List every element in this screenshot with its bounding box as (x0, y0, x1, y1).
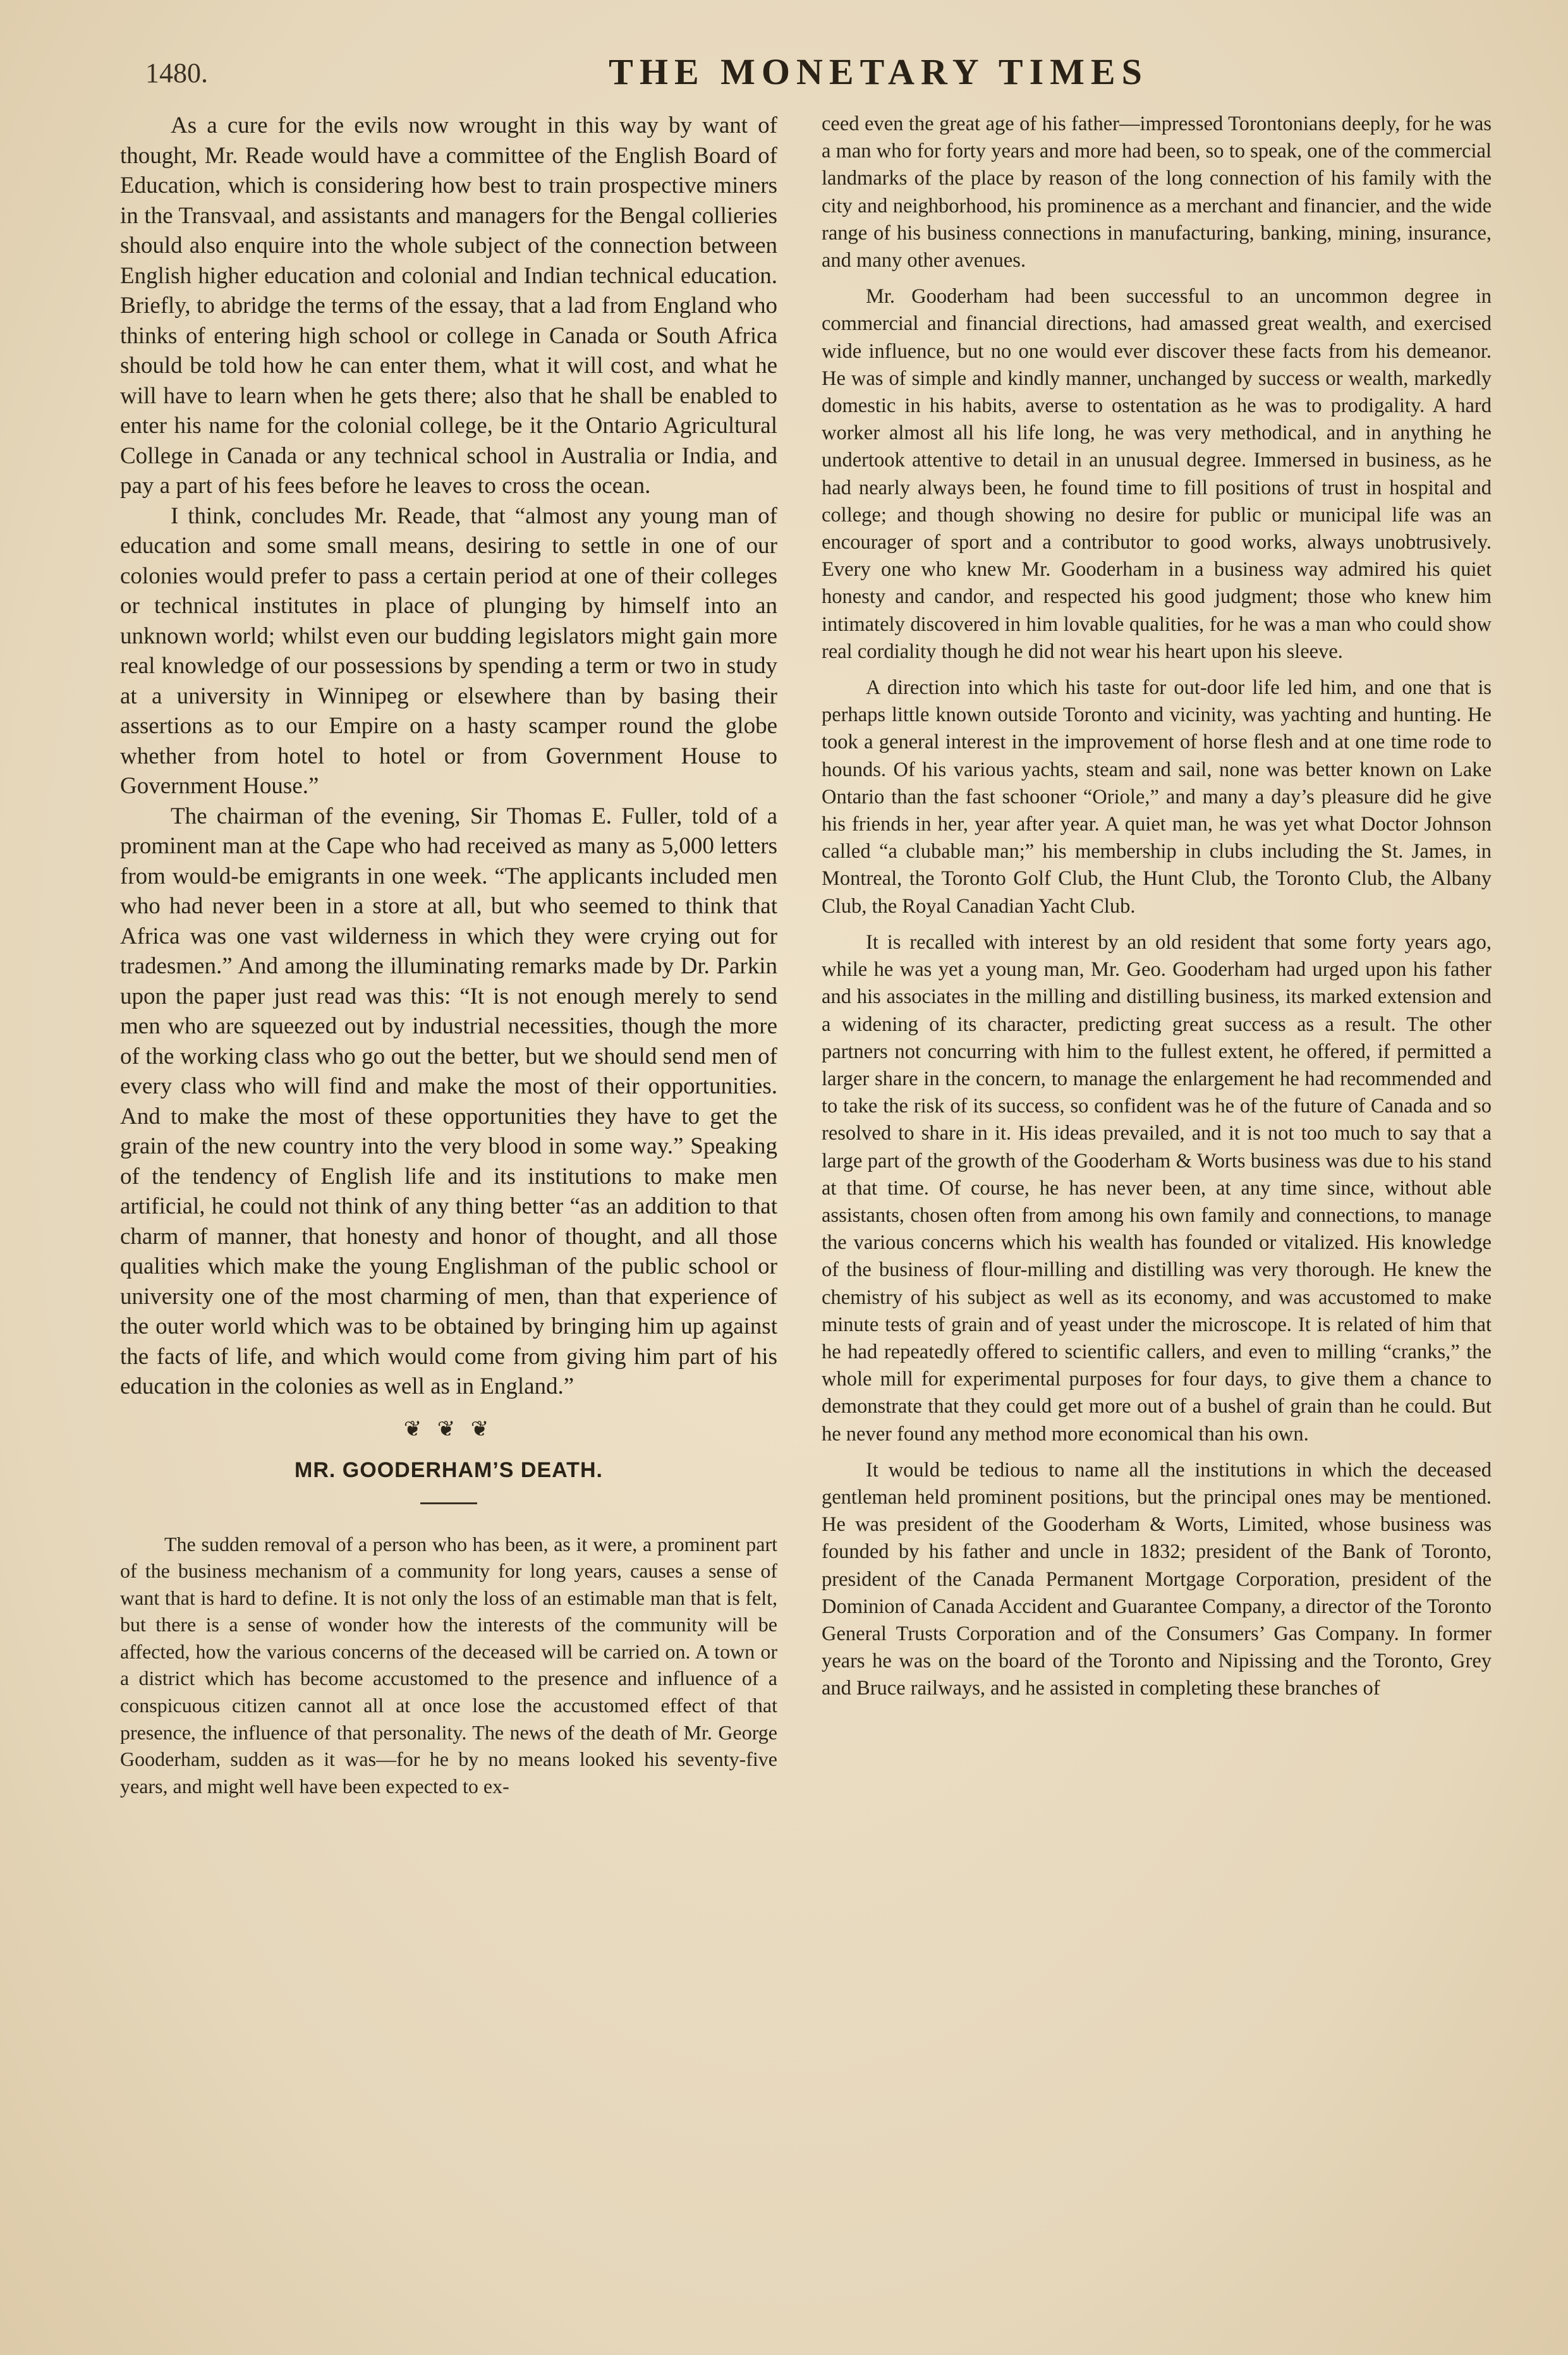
page-number: 1480. (145, 58, 208, 88)
paragraph: It is recalled with interest by an old resident that some forty years ago, while he was yet a young man, Mr. Geo. Gooderham had urged upon his father and his associates in the milling and distilling business, its marked extension and a widening of its character, predicting great success as a result. The other partners not concurring with him to the fullest extent, he offered, if permitted a larger share in the concern, to manage the enlargement he had recommended and to take the risk of its success, so confident was he of the future of Canada and so resolved to share in it. His ideas prevailed, and it is not too much to say that a large part of the growth of the Gooderham & Worts business was due to his stand at that time. Of course, he has never been, at any time since, without able assistants, chosen often from among his own family and connections, to manage the various concerns which his wealth has founded or vitalized. His knowledge of the business of flour-milling and distilling was very thorough. He knew the chemistry of his subject as well as its economy, and was accustomed to make minute tests of grain and of yeast under the microscope. It is related of him that he had repeatedly offered to scientific callers, and even to milling “cranks,” the whole mill for experimental purposes for four days, to give them a chance to demonstrate that they could get more out of a bushel of grain than he could. But he never found any method more economical than his own. (822, 930, 1492, 1445)
title-rule (420, 1502, 477, 1504)
right-column (822, 111, 1492, 1712)
paragraph: As a cure for the evils now wrought in this way by want of thought, Mr. Reade would have a committee of the English Board of Education, which is considering how best to train prospective miners in the Transvaal, and assistants and managers for the Bengal collieries should also enquire into the whole subject of the connection between English higher education and colonial and Indian technical education. Briefly, to abridge the terms of the essay, that a lad from England who thinks of entering high school or college in Canada or South Africa should be told how he can enter them, what it will cost, and what he will have to learn when he gets there; also that he shall be enabled to enter his name for the colonial college, be it the Ontario Agricultural College in Canada or any technical school in Australia or India, and pay a part of his fees before he leaves to cross the ocean. (120, 113, 777, 499)
page-header (145, 51, 1473, 95)
article-title: MR. GOODERHAM’S DEATH. (295, 1458, 603, 1482)
paragraph: It would be tedious to name all the institutions in which the deceased gentleman held prominent positions, but the principal ones may be mentioned. He was president of the Gooderham & Worts, Limited, whose business was founded by his father and uncle in 1832; president of the Bank of Toronto, president of the Canada Permanent Mortgage Corporation, president of the Dominion of Canada Accident and Guarantee Company, a director of the Toronto General Trusts Corporation and of the Consumers’ Gas Company. In former years he was on the board of the Toronto and Nipissing and the Toronto, Grey and Bruce railways, and he assisted in completing these branches of (822, 1458, 1492, 1700)
paragraph: I think, concludes Mr. Reade, that “almost any young man of education and some small means, desiring to settle in one of our colonies would prefer to pass a certain period at one of their colleges or technical institutes in place of plunging by himself into an unknown world; whilst even our budding legislators might gain more real knowledge of our possessions by spending a term or two in study at a university in Winnipeg or elsewhere than by basing their assertions as to our Empire on a hasty scamper round the globe whether from hotel to hotel or from Government House to Government House.” (120, 502, 777, 799)
section-ornament: ❦ ❦ ❦ (403, 1417, 494, 1441)
article-body (120, 1531, 777, 1800)
paragraph: A direction into which his taste for out-door life led him, and one that is perhaps little known outside Toronto and vicinity, was yachting and hunting. He took a general interest in the improvement of horse flesh and at one time rode to hounds. Of his various yachts, steam and sail, none was better known on Lake Ontario than the fast schooner “Oriole,” and many a day’s pleasure did he give his friends in her, year after year. A quiet man, he was yet what Doctor Johnson called “a clubable man;” his membership in clubs including the St. James, in Montreal, the Toronto Golf Club, the Hunt Club, the Toronto Club, the Albany Club, the Royal Canadian Yacht Club. (822, 676, 1492, 918)
paragraph: The sudden removal of a person who has been, as it were, a prominent part of the business mechanism of a community for long years, causes a sense of want that is hard to define. It is not only the loss of an estimable man that is felt, but there is a sense of wonder how the interests of the community will be affected, how the various concerns of the deceased will be carried on. A town or a district which has become accustomed to the presence and influence of a conspicuous citizen cannot all at once lose the accustomed effect of that presence, the influence of that personality. The news of the death of Mr. George Gooderham, sudden as it was—for he by no means looked his seventy-five years, and might well have been expected to ex- (120, 1532, 777, 1798)
paragraph: ceed even the great age of his father—impressed Torontonians deeply, for he was a man who for forty years and more had been, so to speak, one of the commercial landmarks of the place by reason of the long connection of his family with the city and neighborhood, his prominence as a merchant and financier, and the wide range of his business connections in manufacturing, banking, mining, insurance, and many other avenues. (822, 113, 1492, 272)
paragraph: The chairman of the evening, Sir Thomas E. Fuller, told of a prominent man at the Cape who had received as many as 5,000 letters from would-be emigrants in one week. “The applicants included men who had never been in a store at all, but who seemed to think that Africa was one vast wilderness in which they were crying out for tradesmen.” And among the illuminating remarks made by Dr. Parkin upon the paper just read was this: “It is not enough merely to send men who are squeezed out by industrial necessities, though the more of the working class who go out the better, but we should send men of every class who will find and make the most of their opportunities. And to make the most of these opportunities they have to get the grain of the new country into the very blood in some way.” Speaking of the tendency of English life and its institutions to make men artificial, he could not think of any thing better “as an addition to that charm of manner, that honesty and honor of thought, and all those qualities which make the young Englishman of the public school or university one of the most charming of men, than that experience of the outer world which was to be obtained by bringing him up against the facts of life, and which would come from giving him part of his education in the colonies as well as in England.” (120, 803, 777, 1399)
masthead-title: THE MONETARY TIMES (609, 51, 1148, 92)
left-column (120, 111, 777, 1799)
paragraph: Mr. Gooderham had been successful to an uncommon degree in commercial and financial directions, had amassed great wealth, and exercised wide influence, but no one would ever discover these facts from his demeanor. He was of simple and kindly manner, unchanged by success or wealth, markedly domestic in his habits, averse to ostentation as he was to prodigality. A hard worker almost all his life long, he was very methodical, and in anything he undertook attentive to detail in an unusual degree. Immersed in business, as he had nearly always been, he found time to fill positions of trust in hospital and college; and though showing no desire for public or municipal life was an encourager of sport and a contributor to good works, always unobtrusively. Every one who knew Mr. Gooderham in a business way admired his quiet honesty and candor, and respected his good judgment; those who knew him intimately discovered in him lovable qualities, for he was a man who could show real cordiality though he did not wear his heart upon his sleeve. (822, 285, 1492, 663)
